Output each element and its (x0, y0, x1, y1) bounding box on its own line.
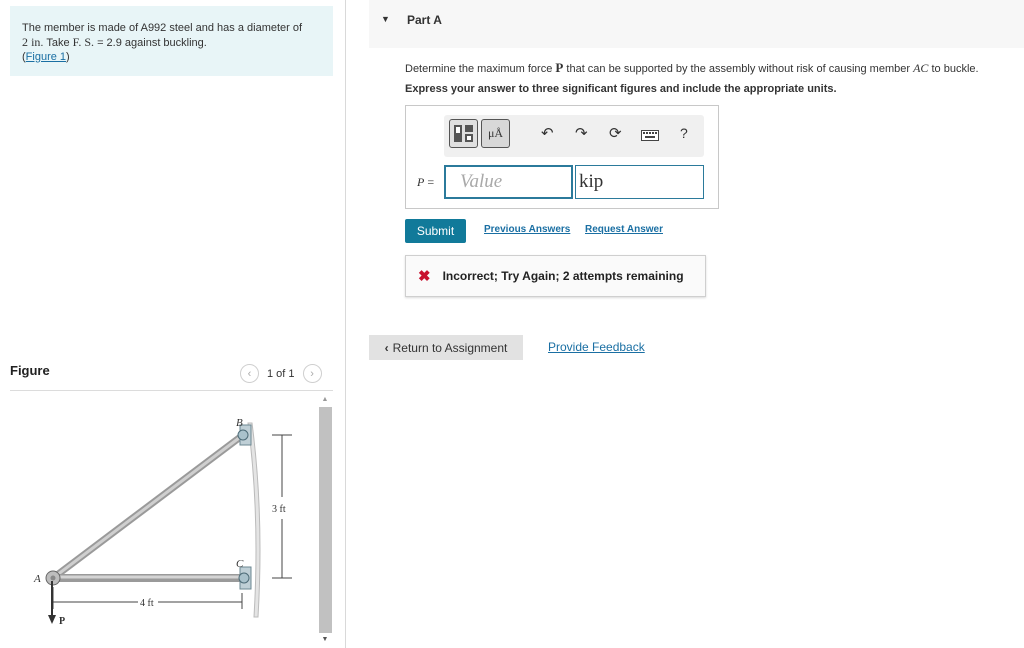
close-paren: ) (66, 51, 70, 63)
problem-line-2 (22, 35, 323, 50)
scroll-up-arrow-icon[interactable]: ▲ (321, 396, 329, 403)
scroll-down-arrow-icon[interactable]: ▼ (321, 636, 329, 643)
reset-icon[interactable]: ⟳ (609, 125, 622, 142)
question-text (405, 60, 979, 76)
fs-value: = 2.9 against buckling. (94, 37, 207, 49)
figure-title: Figure (10, 363, 50, 378)
answer-variable-label (417, 175, 434, 190)
problem-line-3 (22, 50, 323, 64)
undo-icon[interactable]: ↶ (541, 125, 554, 142)
figure-link[interactable]: Figure 1 (25, 51, 67, 63)
problem-statement (10, 6, 333, 76)
open-paren: ( (22, 51, 26, 63)
value-input[interactable] (444, 165, 573, 199)
help-icon[interactable]: ? (680, 125, 688, 141)
units-icon[interactable]: μÅ (481, 119, 510, 148)
chevron-left-icon: ‹ (384, 340, 389, 355)
scroll-thumb[interactable] (319, 407, 332, 633)
figure-scrollbar[interactable] (318, 395, 332, 647)
request-answer-link[interactable]: Request Answer (585, 224, 663, 235)
dim-label-height: 3 ft (272, 504, 286, 515)
dim-label-width: 4 ft (140, 598, 154, 609)
pin-c (239, 573, 249, 583)
diameter-unit: in (31, 35, 41, 49)
chevron-right-icon[interactable]: › (303, 364, 322, 383)
question-pre: Determine the maximum force (405, 63, 556, 75)
part-header[interactable] (369, 0, 1024, 48)
x-icon: ✖ (418, 268, 431, 285)
submit-button[interactable]: Submit (405, 219, 466, 243)
figure-pager (240, 364, 322, 383)
label-a: A (34, 573, 41, 585)
question-mid: that can be supported by the assembly without risk of causing member (563, 63, 914, 75)
redo-icon[interactable]: ↷ (575, 125, 588, 142)
question-member: AC (913, 61, 929, 75)
previous-answers-link[interactable]: Previous Answers (484, 224, 571, 235)
math-toolbar (444, 115, 704, 157)
question-post: to buckle. (928, 63, 979, 75)
provide-feedback-link[interactable]: Provide Feedback (548, 340, 645, 354)
chevron-left-icon[interactable]: ‹ (240, 364, 259, 383)
label-p: P (59, 616, 66, 627)
keyboard-icon[interactable] (641, 129, 659, 144)
label-b: B (236, 417, 243, 429)
diameter-value: 2 (22, 35, 28, 49)
part-title[interactable]: Part A (407, 13, 442, 27)
feedback-message-box (405, 255, 706, 297)
question-force: P (555, 60, 564, 75)
variable-p: P (417, 175, 425, 189)
pin-b (238, 430, 248, 440)
unit-input[interactable] (575, 165, 704, 199)
caret-down-icon[interactable]: ▼ (381, 14, 390, 24)
pager-count: 1 of 1 (267, 367, 295, 380)
fs-label: F. S. (72, 35, 95, 49)
truss-diagram (10, 395, 315, 645)
equals-sign: = (424, 175, 435, 189)
left-pane (0, 0, 345, 648)
templates-icon[interactable] (449, 119, 478, 148)
take-text: . Take (40, 37, 73, 49)
return-label: Return to Assignment (392, 340, 508, 355)
problem-line-1: The member is made of A992 steel and has a diameter of (22, 22, 303, 34)
figure-divider (10, 390, 333, 391)
label-c: C (236, 558, 244, 570)
feedback-message: Incorrect; Try Again; 2 attempts remaining (442, 269, 684, 283)
return-to-assignment-button[interactable] (369, 335, 523, 360)
pane-divider[interactable] (345, 0, 346, 648)
answer-instruction: Express your answer to three significant figures and include the appropriate units. (405, 83, 837, 95)
